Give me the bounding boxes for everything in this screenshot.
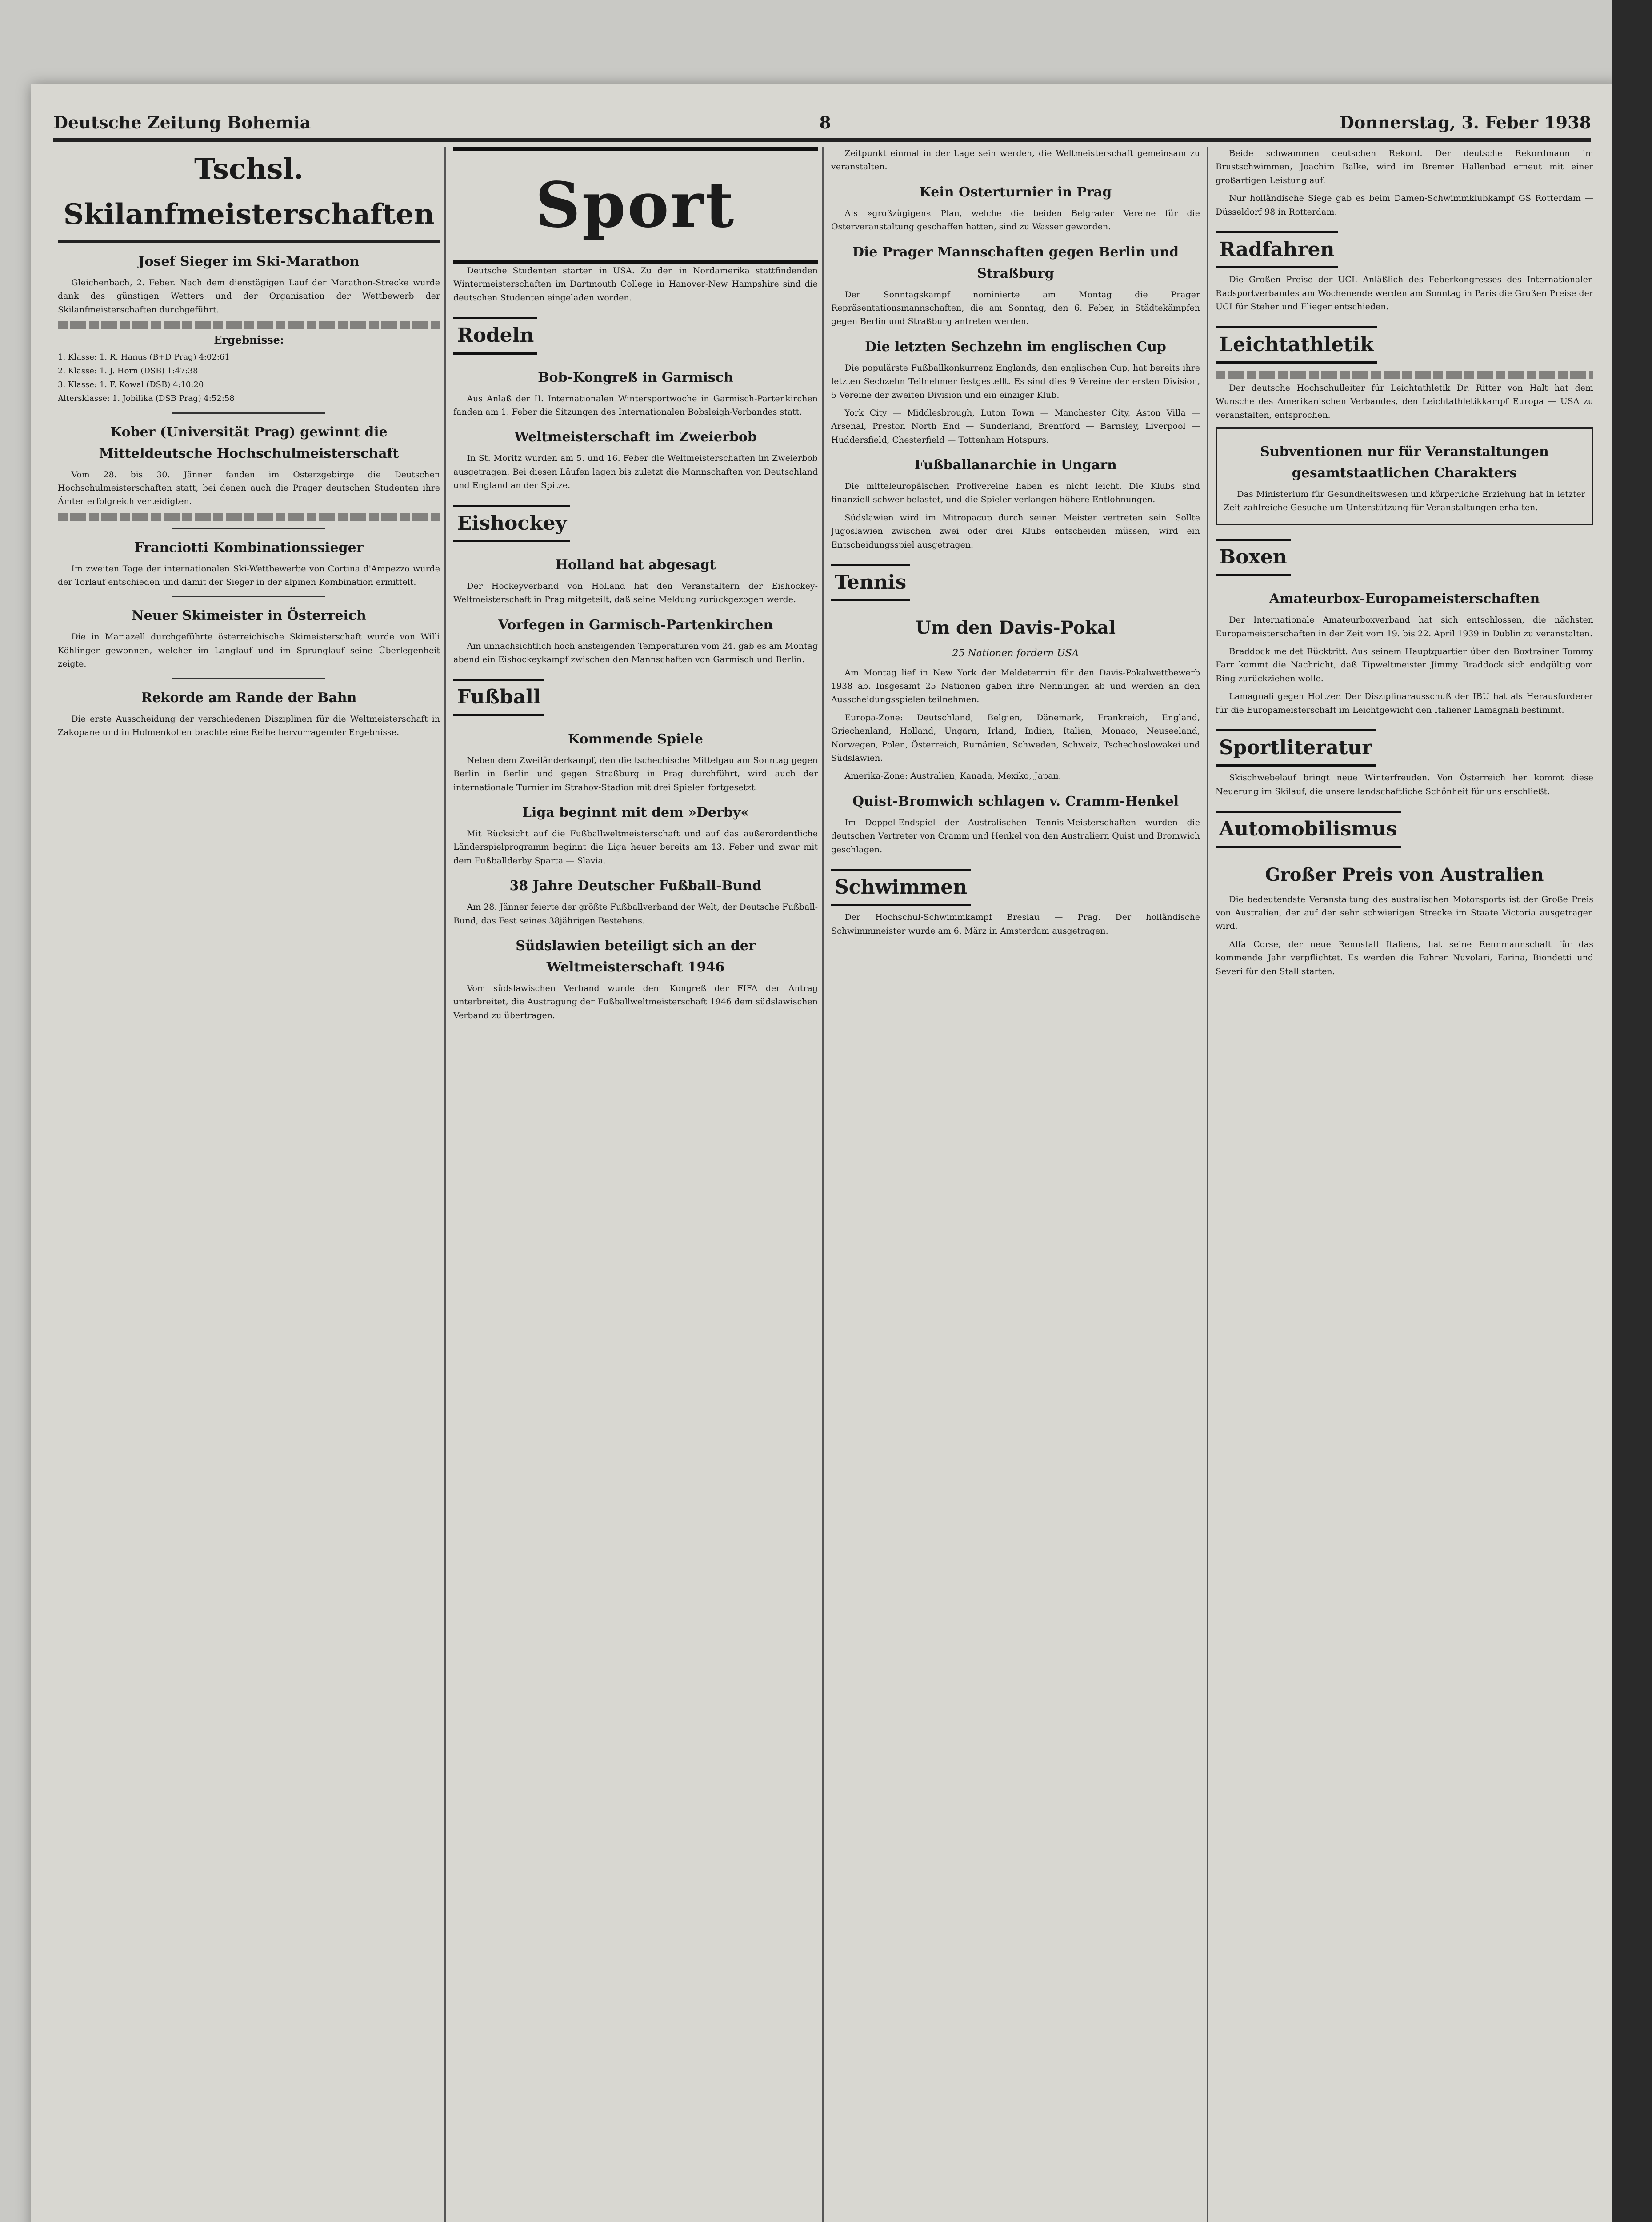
article-paragraph: Am Montag lief in New York der Meldetermin für den Davis-Pokalwettbewerb 1938 ab. Insgesamt 25 Nationen gaben ihre Nennungen ab und werden an den Ausscheidungsspielen teilnehmen. <box>831 667 1200 705</box>
article-paragraph: Das Ministerium für Gesundheitswesen und körperliche Erziehung hat in letzter Zeit zahlreiche Gesuche um Unterstützung für Veranstaltungen erhalten. <box>1224 489 1585 513</box>
article-paragraph: Als »großzügigen« Plan, welche die beiden Belgrader Vereine für die Osterveranstaltung geschaffen hatten, sind zu Wasser geworden. <box>831 208 1200 232</box>
article-paragraph: Vom 28. bis 30. Jänner fanden im Osterzgebirge die Deutschen Hochschulmeisterschaften statt, bei denen auch die Prager deutschen Studenten ihre Ämter erfolgreich verteidigten. <box>58 469 440 507</box>
section-masthead-sport: Sport <box>453 147 818 264</box>
section-sportliteratur: Sportliteratur <box>1216 729 1376 767</box>
zone-list: Europa-Zone: Deutschland, Belgien, Dänemark, Frankreich, England, Griechenland, Holland, Ungarn, Irland, Indien, Italien, Monaco, Neuseeland, Norwegen, Polen, Österreich, Rumänien, Schweden, Schweiz, Tschechoslowakei und Südslawien. <box>831 712 1200 763</box>
zone-list: Amerika-Zone: Australien, Kanada, Mexiko, Japan. <box>844 771 1061 781</box>
article-heading: Vorfegen in Garmisch-Partenkirchen <box>498 617 773 633</box>
article-subheading: 25 Nationen fordern USA <box>952 648 1079 659</box>
article-paragraph: Südslawien wird im Mitropacup durch seinen Meister vertreten sein. Sollte Jugoslawien zwischen zwei oder drei Klubs entscheiden müssen, wird ein Entscheidungsspiel ausgetragen. <box>831 512 1200 550</box>
column-rule <box>444 147 446 2222</box>
article-heading: Die Prager Mannschaften gegen Berlin und Straßburg <box>852 244 1179 281</box>
article-paragraph: Vom südslawischen Verband wurde dem Kongreß der FIFA der Antrag unterbreitet, die Austragung der Fußballweltmeisterschaft 1946 dem südslawischen Verband zu übertragen. <box>453 983 818 1020</box>
article-heading: Subventionen nur für Veranstaltungen gesamtstaatlichen Charakters <box>1260 444 1549 481</box>
article-paragraph: Neben dem Zweiländerkampf, den die tschechische Mittelgau am Sonntag gegen Berlin in Berlin und gegen Straßburg in Prag durchführt, wird auch der internationale Turnier im Strahov-Stadion mit drei Spielen fortgesetzt. <box>453 755 818 792</box>
article-heading: Quist-Bromwich schlagen v. Cramm-Henkel <box>852 793 1179 809</box>
boxed-notice <box>1216 427 1593 525</box>
issue-date: Donnerstag, 3. Feber 1938 <box>1339 112 1591 132</box>
column-4 <box>1216 147 1593 2222</box>
page-number: 8 <box>819 112 831 132</box>
article-paragraph: Beide schwammen deutschen Rekord. Der deutsche Rekordmann im Brustschwimmen, Joachim Balke, wird im Bremer Hallenbad erneut mit einer großartigen Leistung auf. <box>1216 148 1593 185</box>
section-automobilismus: Automobilismus <box>1216 811 1401 848</box>
article-heading: Liga beginnt mit dem »Derby« <box>522 805 749 821</box>
article-heading: Kober (Universität Prag) gewinnt die Mitteldeutsche Hochschulmeisterschaft <box>99 424 399 461</box>
result-line: 1. Klasse: 1. R. Hanus (B+D Prag) 4:02:61 <box>58 352 230 362</box>
fixture-list: York City — Middlesbrough, Luton Town — Manchester City, Aston Villa — Arsenal, Preston North End — Sunderland, Brentford — Barnsley, Liverpool — Huddersfield, Chesterfield — Tottenham Hotspurs. <box>831 408 1200 445</box>
article-paragraph: Im zweiten Tage der internationalen Ski-Wettbewerbe von Cortina d'Ampezzo wurde der Torlauf entschieden und damit der Sieger in der alpinen Kombination ermittelt. <box>58 563 440 587</box>
column-3 <box>831 147 1200 2222</box>
article-paragraph: Der Internationale Amateurboxverband hat sich entschlossen, die nächsten Europameisterschaften in der Zeit vom 19. bis 22. April 1939 in Dublin zu veranstalten. <box>1216 615 1593 639</box>
section-eishockey: Eishockey <box>453 505 570 542</box>
article-heading: Holland hat abgesagt <box>555 557 716 573</box>
article-heading: Franciotti Kombinationssieger <box>134 540 364 556</box>
article-paragraph: Am 28. Jänner feierte der größte Fußballverband der Welt, der Deutsche Fußball-Bund, das Fest seines 38jährigen Bestehens. <box>453 902 818 926</box>
section-tennis: Tennis <box>831 564 910 601</box>
section-leichtathletik: Leichtathletik <box>1216 326 1377 364</box>
results-heading: Ergebnisse: <box>214 333 284 346</box>
dark-smudge <box>58 513 440 521</box>
dark-smudge <box>1216 371 1593 379</box>
newspaper-name: Deutsche Zeitung Bohemia <box>53 112 311 132</box>
scan-border <box>1612 0 1652 2222</box>
column-rule <box>1207 147 1208 2222</box>
result-line: 3. Klasse: 1. F. Kowal (DSB) 4:10:20 <box>58 380 204 389</box>
article-heading: Die letzten Sechzehn im englischen Cup <box>865 339 1166 355</box>
article-paragraph: Die in Mariazell durchgeführte österreichische Skimeisterschaft wurde von Willi Köhlinger gewonnen, welcher im Langlauf und im Sprunglauf seine Überlegenheit zeigte. <box>58 632 440 669</box>
article-paragraph: Im Doppel-Endspiel der Australischen Tennis-Meisterschaften wurden die deutschen Vertreter von Cramm und Henkel von den Australiern Quist und Bromwich geschlagen. <box>831 817 1200 855</box>
result-line: Altersklasse: 1. Jobilika (DSB Prag) 4:52:58 <box>58 393 235 403</box>
divider <box>172 678 325 679</box>
article-heading: Rekorde am Rande der Bahn <box>141 690 357 706</box>
article-heading: Um den Davis-Pokal <box>915 617 1116 639</box>
article-paragraph: Der deutsche Hochschulleiter für Leichtathletik Dr. Ritter von Halt hat dem Wunsche des Amerikanischen Verbandes, den Leichtathletikkampf Europa — USA zu veranstalten, entsprochen. <box>1216 383 1593 420</box>
results-list <box>58 351 440 405</box>
divider <box>172 528 325 529</box>
article-paragraph: Die populärste Fußballkonkurrenz Englands, den englischen Cup, hat bereits ihre letzten Sechzehn Teilnehmer festgestellt. Es sind dies 9 Vereine der ersten Division, 5 Vereine der zweiten Division und ein einziger Klub. <box>831 363 1200 400</box>
article-paragraph: Gleichenbach, 2. Feber. Nach dem dienstägigen Lauf der Marathon-Strecke wurde dank des günstigen Wetters und der Organisation der Wettbewerb der Skilanfmeisterschaften durchgeführt. <box>58 277 440 315</box>
section-boxen: Boxen <box>1216 539 1291 576</box>
article-paragraph: Die mitteleuropäischen Profivereine haben es nicht leicht. Die Klubs sind finanziell schwer belastet, und die Spieler verlangen höhere Entlohnungen. <box>831 481 1200 505</box>
article-paragraph: Am unnachsichtlich hoch ansteigenden Temperaturen vom 24. gab es am Montag abend ein Eishockeykampf zwischen den Mannschaften von Garmisch und Berlin. <box>453 641 818 665</box>
divider <box>172 412 325 414</box>
result-line: 2. Klasse: 1. J. Horn (DSB) 1:47:38 <box>58 366 198 376</box>
article-paragraph: In St. Moritz wurden am 5. und 16. Feber die Weltmeisterschaften im Zweierbob ausgetragen. Bei diesen Läufen lagen bis zuletzt die Mannschaften von Deutschland und England an der Spitze. <box>453 453 818 491</box>
article-heading: Weltmeisterschaft im Zweierbob <box>514 429 757 445</box>
article-paragraph: Der Hochschul-Schwimmkampf Breslau — Prag. Der holländische Schwimmmeister wurde am 6. März in Amsterdam ausgetragen. <box>831 912 1200 936</box>
article-paragraph: Deutsche Studenten starten in USA. Zu den in Nordamerika stattfindenden Wintermeisterschaften im Dartmouth College in Hanover-New Hampshire sind die deutschen Studenten eingeladen worden. <box>453 266 818 303</box>
article-heading: Kein Osterturnier in Prag <box>919 184 1112 200</box>
article-title: Tschsl. Skilanfmeisterschaften <box>58 147 440 243</box>
section-fussball: Fußball <box>453 679 544 716</box>
article-paragraph: Die Großen Preise der UCI. Anläßlich des Feberkongresses des Internationalen Radsportverbandes am Wochenende werden am Sonntag in Paris die Großen Preise der UCI für Steher und Flieger entschieden. <box>1216 275 1593 312</box>
article-paragraph: Aus Anlaß der II. Internationalen Wintersportwoche in Garmisch-Partenkirchen fanden am 1. Feber die Sitzungen des Internationalen Bobsleigh-Verbandes statt. <box>453 393 818 417</box>
article-paragraph: Mit Rücksicht auf die Fußballweltmeisterschaft und auf das außerordentliche Länderspielprogramm beginnt die Liga heuer bereits am 13. Feber und zwar mit dem Fußballderby Sparta — Slavia. <box>453 829 818 866</box>
article-subtitle: Josef Sieger im Ski-Marathon <box>138 253 360 269</box>
article-heading: Amateurbox-Europameisterschaften <box>1269 591 1540 607</box>
article-paragraph: Skischwebelauf bringt neue Winterfreuden. Von Österreich her kommt diese Neuerung im Skilauf, die unsere landschaftliche Schönheit für uns erschließt. <box>1216 773 1593 796</box>
dark-smudge <box>58 321 440 329</box>
article-paragraph: Braddock meldet Rücktritt. Aus seinem Hauptquartier über den Boxtrainer Tommy Farr kommt die Nachricht, daß Tipweltmeister Jimmy Braddock sich endgültig vom Ring zurückziehen wolle. <box>1216 647 1593 683</box>
column-2 <box>453 147 818 2222</box>
article-paragraph: Lamagnali gegen Holtzer. Der Disziplinarausschuß der IBU hat als Herausforderer für die Europameisterschaft im Leichtgewicht den Italiener Lamagnali bestimmt. <box>1216 691 1593 715</box>
section-rodeln: Rodeln <box>453 317 537 354</box>
article-heading: 38 Jahre Deutscher Fußball-Bund <box>509 878 762 894</box>
article-paragraph: Die erste Ausscheidung der verschiedenen Disziplinen für die Weltmeisterschaft in Zakopane und in Holmenkollen brachte eine Reihe hervorragender Ergebnisse. <box>58 714 440 738</box>
divider <box>172 596 325 597</box>
article-paragraph: Der Hockeyverband von Holland hat den Veranstaltern der Eishockey-Weltmeisterschaft in Prag mitgeteilt, daß seine Meldung zurückgezogen werde. <box>453 581 818 605</box>
article-heading: Großer Preis von Australien <box>1265 864 1544 885</box>
section-radfahren: Radfahren <box>1216 231 1338 268</box>
column-rule <box>822 147 824 2222</box>
section-schwimmen: Schwimmen <box>831 869 971 906</box>
article-heading: Fußballanarchie in Ungarn <box>914 457 1117 473</box>
article-paragraph: Zeitpunkt einmal in der Lage sein werden, die Weltmeisterschaft gemeinsam zu veranstalten. <box>831 148 1200 172</box>
article-paragraph: Nur holländische Siege gab es beim Damen-Schwimmklubkampf GS Rotterdam — Düsseldorf 98 in Rotterdam. <box>1216 193 1593 217</box>
article-heading: Neuer Skimeister in Österreich <box>132 608 366 624</box>
article-paragraph: Alfa Corse, der neue Rennstall Italiens, hat seine Rennmannschaft für das kommende Jahr verpflichtet. Es werden die Fahrer Nuvolari, Farina, Biondetti und Severi für den Stall starten. <box>1216 939 1593 976</box>
column-1 <box>58 147 440 2222</box>
article-paragraph: Der Sonntagskampf nominierte am Montag die Prager Repräsentationsmannschaften, die am Sonntag, den 6. Feber, in Städtekämpfen gegen Berlin und Straßburg antreten werden. <box>831 289 1200 327</box>
page-header <box>53 102 1591 142</box>
article-heading: Südslawien beteiligt sich an der Weltmeisterschaft 1946 <box>516 938 756 975</box>
article-paragraph: Die bedeutendste Veranstaltung des australischen Motorsports ist der Große Preis von Australien, der auf der sehr schwierigen Strecke im Staate Victoria ausgetragen wird. <box>1216 894 1593 931</box>
article-heading: Bob-Kongreß in Garmisch <box>538 369 733 385</box>
article-heading: Kommende Spiele <box>568 731 703 747</box>
